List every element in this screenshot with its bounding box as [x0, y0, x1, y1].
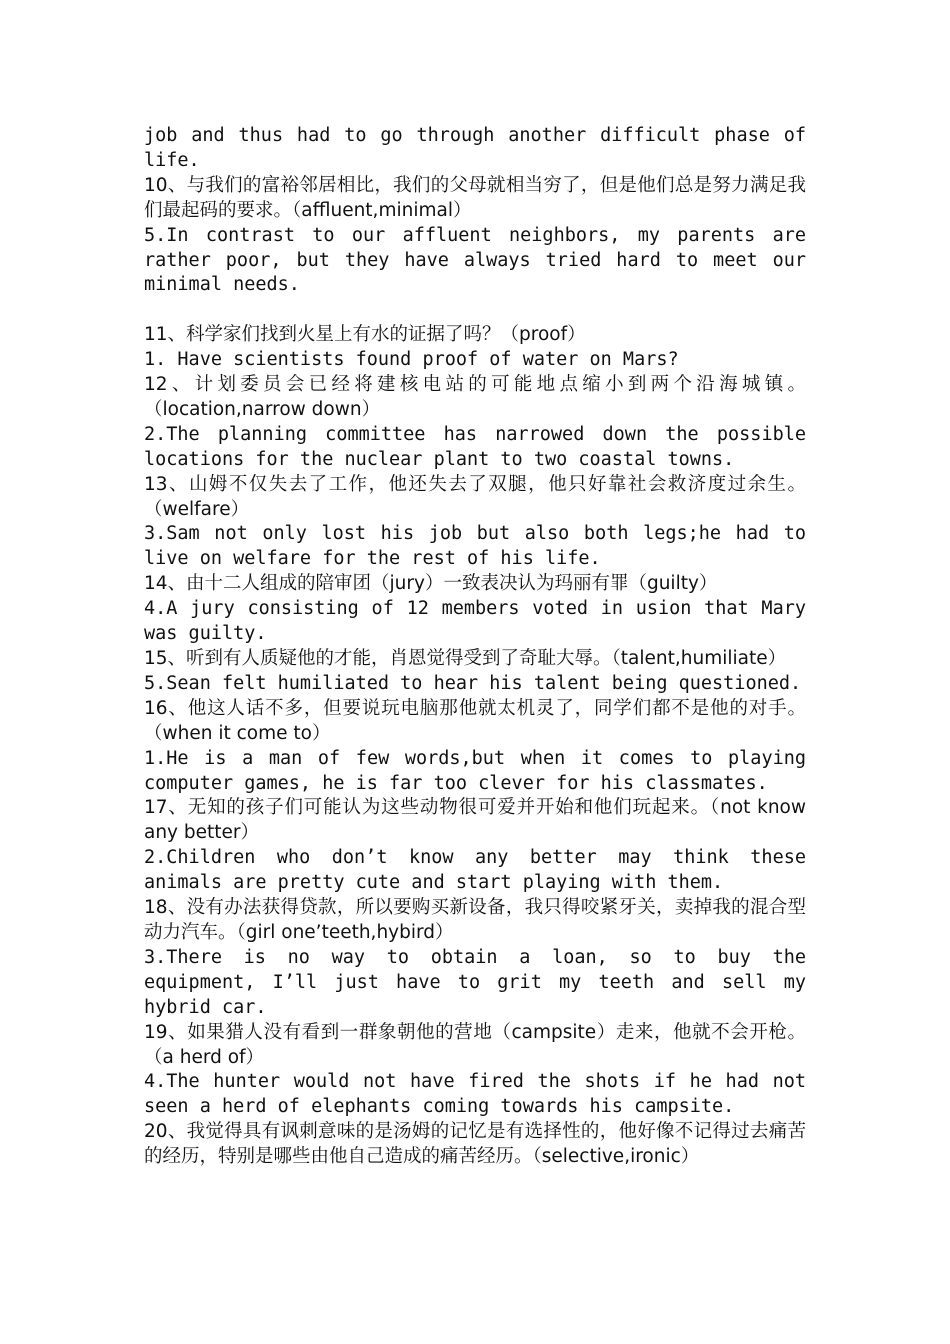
- paragraph-zh: 20、我觉得具有讽刺意味的是汤姆的记忆是有选择性的，他好像不记得过去痛苦的经历，特别是哪些由他自己造成的痛苦经历。（selective,ironic）: [144, 1121, 806, 1168]
- paragraph-en: 4.A jury consisting of 12 members voted in usion that Mary was guilty.: [144, 598, 806, 645]
- paragraph-zh: 16、他这人话不多，但要说玩电脑那他就太机灵了，同学们都不是他的对手。（when it come to）: [144, 697, 806, 744]
- paragraph-zh: 15、听到有人质疑他的才能，肖恩觉得受到了奇耻大辱。（talent,humiliate）: [144, 648, 787, 670]
- paragraph-en: 2.The planning committee has narrowed down the possible locations for the nuclear plant to two coastal towns.: [144, 423, 806, 470]
- paragraph-zh: 18、没有办法获得贷款，所以要购买新设备，我只得咬紧牙关，卖掉我的混合型动力汽车。（girl one’teeth,hybird）: [144, 897, 806, 943]
- paragraph-en: 3.Sam not only lost his job but also both legs;he had to live on welfare for the rest of his life.: [144, 523, 806, 570]
- paragraph-en: job and thus had to go through another difficult phase of life.: [144, 125, 806, 171]
- paragraph-en: 1. Have scientists found proof of water on Mars?: [144, 349, 679, 371]
- paragraph-en: 3.There is no way to obtain a loan, so to buy the equipment, I’ll just have to grit my teeth and sell my hybrid car.: [144, 946, 806, 1018]
- paragraph-zh: 14、由十二人组成的陪审团（jury）一致表决认为玛丽有罪（guilty）: [144, 573, 718, 595]
- paragraph-en: 5.In contrast to our affluent neighbors, my parents are rather poor, but they have always tried hard to meet our minimal needs.: [144, 224, 806, 296]
- paragraph-en: 2.Children who don’t know any better may think these animals are pretty cute and start playing with them.: [144, 847, 806, 894]
- paragraph-zh: 13、山姆不仅失去了工作，他还失去了双腿，他只好靠社会救济度过余生。（welfare）: [144, 473, 806, 520]
- paragraph-zh: 10、与我们的富裕邻居相比，我们的父母就相当穷了，但是他们总是努力满足我们最起码的要求。（affluent,minimal）: [144, 174, 806, 221]
- paragraph-zh: 12、计划委员会已经将建核电站的可能地点缩小到两个沿海城镇。（location,narrow down）: [144, 374, 806, 420]
- paragraph-zh: 11、科学家们找到火星上有水的证据了吗？（proof）: [144, 324, 586, 346]
- blank-line: [144, 298, 806, 323]
- paragraph-zh: 17、无知的孩子们可能认为这些动物很可爱并开始和他们玩起来。（not know any better）: [144, 797, 806, 844]
- paragraph-zh: 19、如果猎人没有看到一群象朝他的营地（campsite）走来，他就不会开枪。（a herd of）: [144, 1021, 806, 1068]
- paragraph-en: 5.Sean felt humiliated to hear his talent being questioned.: [144, 672, 802, 694]
- paragraph-en: 1.He is a man of few words,but when it comes to playing computer games, he is far too clever for his classmates.: [144, 747, 806, 794]
- paragraph-en: 4.The hunter would not have fired the shots if he had not seen a herd of elephants coming towards his campsite.: [144, 1071, 806, 1118]
